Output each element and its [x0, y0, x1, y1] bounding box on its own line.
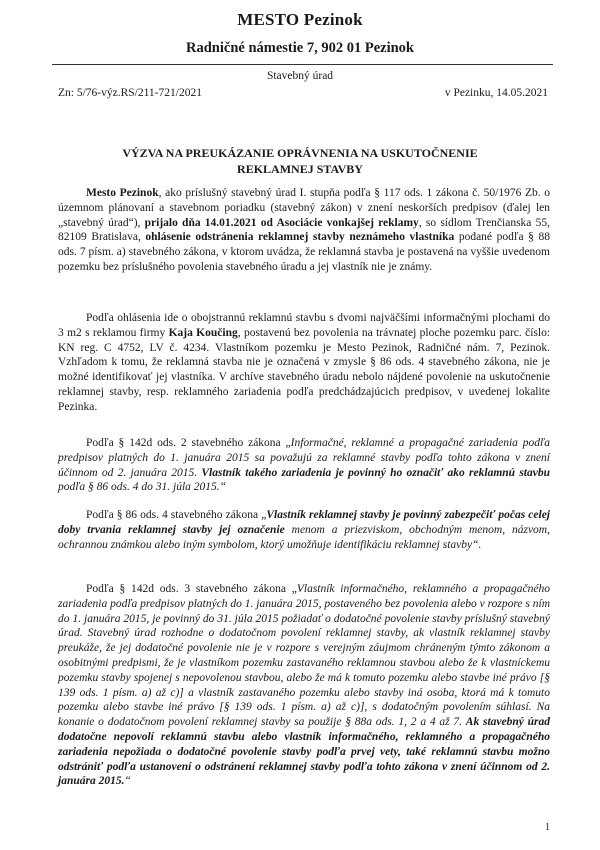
p2-company: Kaja Koučing — [168, 326, 238, 339]
p1-subject: Mesto Pezinok — [86, 187, 159, 199]
p5-intro: Podľa § 142d ods. 3 stavebného zákona „ — [86, 583, 297, 595]
city-name: MESTO Pezinok — [237, 10, 363, 29]
p4-intro: Podľa § 86 ods. 4 stavebného zákona „ — [86, 509, 267, 521]
p3-quote-bold: Vlastník takého zariadenia je povinný ho označiť ako reklamnú stavbu — [201, 466, 551, 479]
document-title: VÝZVA NA PREUKÁZANIE OPRÁVNENIA NA USKUTOČNENIE REKLAMNEJ STAVBY — [122, 146, 478, 176]
paragraph-4 — [58, 508, 550, 552]
city-address: Radničné námestie 7, 902 01 Pezinok — [186, 40, 414, 56]
paragraph-2 — [58, 311, 550, 415]
document-date: v Pezinku, 14.05.2021 — [444, 87, 548, 99]
p1-received: prijalo dňa 14.01.2021 od Asociácie vonkajšej reklamy — [144, 216, 419, 229]
p5-quote: Vlastník informačného, reklamného a propagačného zariadenia podľa predpisov platných do 1. januára 2015, postaveného bez povolenia alebo v rozpore s ním do 1. januára 2015, je povinný do 31. júla 2015 požiadať o dodatočné povolenie stavby príslušný stavebný úrad. Stavebný úrad rozhodne o dodatočnom povolení reklamnej stavby, ak vlastník reklamnej stavby preukáže, že jej dodatočné povolenie nie je v rozpore s verejným záujmom chráneným týmto zákonom a osobitnými predpismi, že je vlastníkom pozemku zastavaného reklamnou stavbou alebo že k vlastníckemu pozemku stavby spojenej s nepovolenou stavbou, alebo že má k tomuto pozemku alebo stavbe iné právo [§ 139 ods. 1 písm. a) až c)] a vlastník zastavaného pozemku alebo stavby iná osoba, ktorá má k tomuto pozemku alebo stavbe iné právo [§ 139 ods. 1 písm. a) až c)], s dodatočným povolením súhlasí. Na konanie o dodatočnom povolení reklamnej stavby sa použije § 88a ods. 1, 2 a 4 až 7. — [58, 583, 550, 729]
p3-quote: Informačné, reklamné a propagačné zariadenia podľa predpisov platných do 1. januára 2015 sa považujú za reklamné stavby podľa tohto zákona v znení účinnom od 2. januára 2015. — [58, 437, 550, 479]
paragraph-5 — [58, 582, 550, 789]
p3-intro: Podľa § 142d ods. 2 stavebného zákona „ — [86, 437, 291, 449]
p2-text: Podľa ohlásenia ide o obojstrannú reklamnú stavbu s dvomi najväčšími informačnými plochami do 3 m2 s reklamou firmy — [58, 312, 550, 339]
p5-quote-bold: Ak stavebný úrad dodatočne nepovolí reklamnú stavbu alebo vlastník informačného, reklamného a propagačného zariadenia nepožiada o dodatočné povolenie stavby podľa prvej vety, také reklamnú stavbu možno odstrániť podľa ustanovení o odstránení reklamnej stavby podľa tohto zákona v znení účinnom od 2. januára 2015. — [58, 716, 551, 788]
header-divider — [52, 64, 553, 65]
p4-quote: menom a priezviskom, obchodným menom, názvom, ochrannou známkou alebo iným symbolom, ktorý umožňuje identifikáciu reklamnej stavby“. — [58, 523, 550, 551]
p3-quote-end: podľa § 86 ods. 4 do 31. júla 2015.“ — [58, 481, 227, 494]
office-name: Stavebný úrad — [266, 70, 334, 82]
p1-text: , ako príslušný stavebný úrad I. stupňa podľa § 117 ods. 1 zákona č. 50/1976 Zb. o územnom plánovaní a stavebnom poriadku (stavebný zákon) v znení neskorších predpisov (ďalej len „stavebný úrad“), — [58, 187, 551, 229]
p1-text2: , so sídlom Trenčianska 55, 82109 Bratislava, — [58, 216, 550, 244]
p5-quote-end: “ — [124, 775, 131, 788]
paragraph-3 — [58, 436, 550, 495]
reference-number: Zn: 5/76-výz.RS/211-721/2021 — [58, 87, 202, 99]
page-number: 1 — [545, 822, 550, 833]
p2-text2: , postavenú bez povolenia na trávnatej ploche pozemku parc. číslo: KN reg. C 4752, LV č. 4234. Vlastníkom pozemku je Mesto Pezinok, Radničné nám. 7, Pezinok. Vzhľadom k tomu, že reklamná stavba nie je označená v zmysle § 86 ods. 4 stavebného zákona, nie je možné identifikovať jej vlastníka. V archíve stavebného úradu nebolo nájdené povolenie na uskutočnenie reklamnej stavby, resp. reklamného zariadenia podľa predchádzajúcich predpisov, v uvedenej lokalite Pezinka. — [58, 326, 551, 413]
p1-notice: ohlásenie odstránenia reklamnej stavby neznámeho vlastníka — [145, 231, 455, 244]
p4-quote-bold: Vlastník reklamnej stavby je povinný zabezpečiť počas celej doby trvania reklamnej stavby jej označenie — [58, 509, 550, 536]
paragraph-1 — [58, 186, 550, 275]
p1-text3: podané podľa § 88 ods. 7 písm. a) stavebného zákona, v ktorom uvádza, že reklamná stavba je postavená na vyššie uvedenom pozemku bez príslušného povolenia stavebného úradu a jej vlastník nie je známy. — [58, 231, 550, 273]
